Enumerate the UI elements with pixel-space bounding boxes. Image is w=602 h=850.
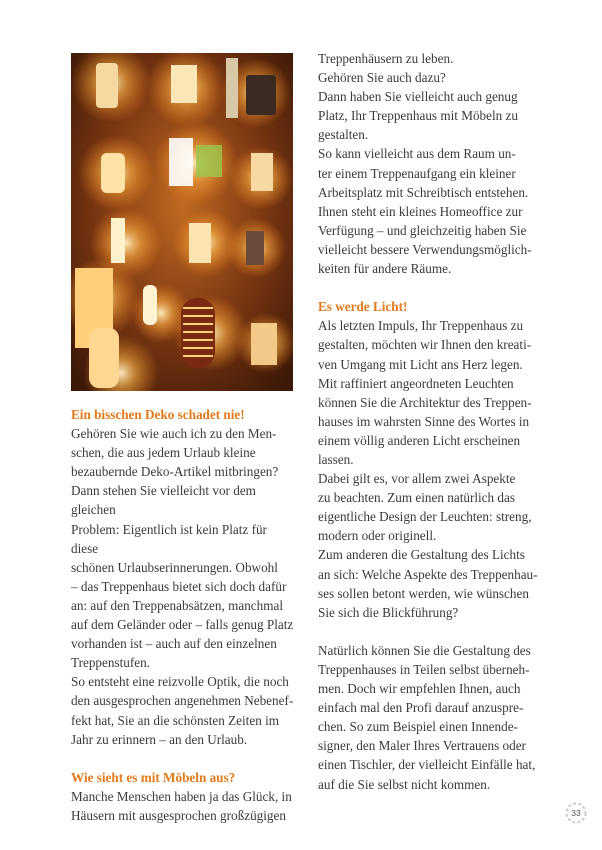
paragraph-deko: Gehören Sie wie auch ich zu den Men- schen, die aus jedem Urlaub kleine bezaubernde Deko-Artikel mitbringen? Dann stehen Sie vielleicht vor dem gleichen Problem: Eigentlich ist kein Platz für diese schönen Urlaubserinnerungen. Obwohl – das Treppenhaus bietet sich doch dafür an: auf den Treppenabsätzen, manchmal auf dem Geländer oder – falls genug Platz vorhanden ist – auch auf den einzelnen Treppenstufen. bbox=[71, 426, 294, 671]
heading-licht: Es werde Licht! bbox=[318, 299, 408, 315]
heading-moebel: Wie sieht es mit Möbeln aus? bbox=[71, 769, 236, 785]
paragraph-treppenhaeuser: Treppenhäusern zu leben. Gehören Sie auch dazu? Dann haben Sie vielleicht auch genug Platz, Ihr Treppenhaus mit Möbeln zu gestalten. bbox=[318, 51, 518, 143]
paragraph-impuls: Als letzten Impuls, Ihr Treppenhaus zu gestalten, möchten wir Ihnen den kreati- ven Umgang mit Licht ans Herz legen. Mit raffiniert angeordneten Leuchten können Sie die Architektur des Treppen- hauses im wahrsten Sinne des Wortes in einem völlig anderen Licht erscheinen lassen. bbox=[318, 318, 532, 467]
heading-deko: Ein bisschen Deko schadet nie! bbox=[71, 407, 245, 422]
wall-lamps-illustration bbox=[71, 53, 293, 391]
page-number: 33 bbox=[565, 802, 587, 824]
right-text-column bbox=[318, 49, 548, 794]
wall-lamps-photo bbox=[71, 53, 293, 391]
paragraph-aspekte: Dabei gilt es, vor allem zwei Aspekte zu beachten. Zum einen natürlich das eigentliche Design der Leuchten: streng, modern oder originell. bbox=[318, 471, 532, 544]
paragraph-profi: Natürlich können Sie die Gestaltung des Treppenhauses in Teilen selbst überneh- men. Doch wir empfehlen Ihnen, auch einfach mal den Profi darauf anzuspre- chen. So zum Beispiel einen Innende- signer, den Maler Ihres Vertrauens oder einen Tischler, der vielleicht Einfälle hat, auf die Sie selbst nicht kommen. bbox=[318, 642, 536, 792]
paragraph-gestaltung: Zum anderen die Gestaltung des Lichts an sich: Welche Aspekte des Treppenhau- ses sollen betont werden, wie wünschen Sie sich die Blickführung? bbox=[318, 547, 538, 620]
paragraph-optik: So entsteht eine reizvolle Optik, die noch den ausgesprochen angenehmen Nebenef- fekt hat, Sie an die schönsten Zeiten im Jahr zu erinnern – an den Urlaub. bbox=[71, 674, 294, 747]
paragraph-moebel: Manche Menschen haben ja das Glück, in Häusern mit ausgesprochen großzügigen bbox=[71, 788, 292, 823]
left-text-column bbox=[71, 405, 296, 825]
paragraph-arbeitsplatz: So kann vielleicht aus dem Raum un- ter einem Treppenaufgang ein kleiner Arbeitsplatz mit Schreibtisch entstehen. Ihnen steht ein kleines Homeoffice zur Verfügung – und gleichzeitig haben Sie vielleicht bessere Verwendungsmöglich- keiten für andere Räume. bbox=[318, 146, 532, 277]
